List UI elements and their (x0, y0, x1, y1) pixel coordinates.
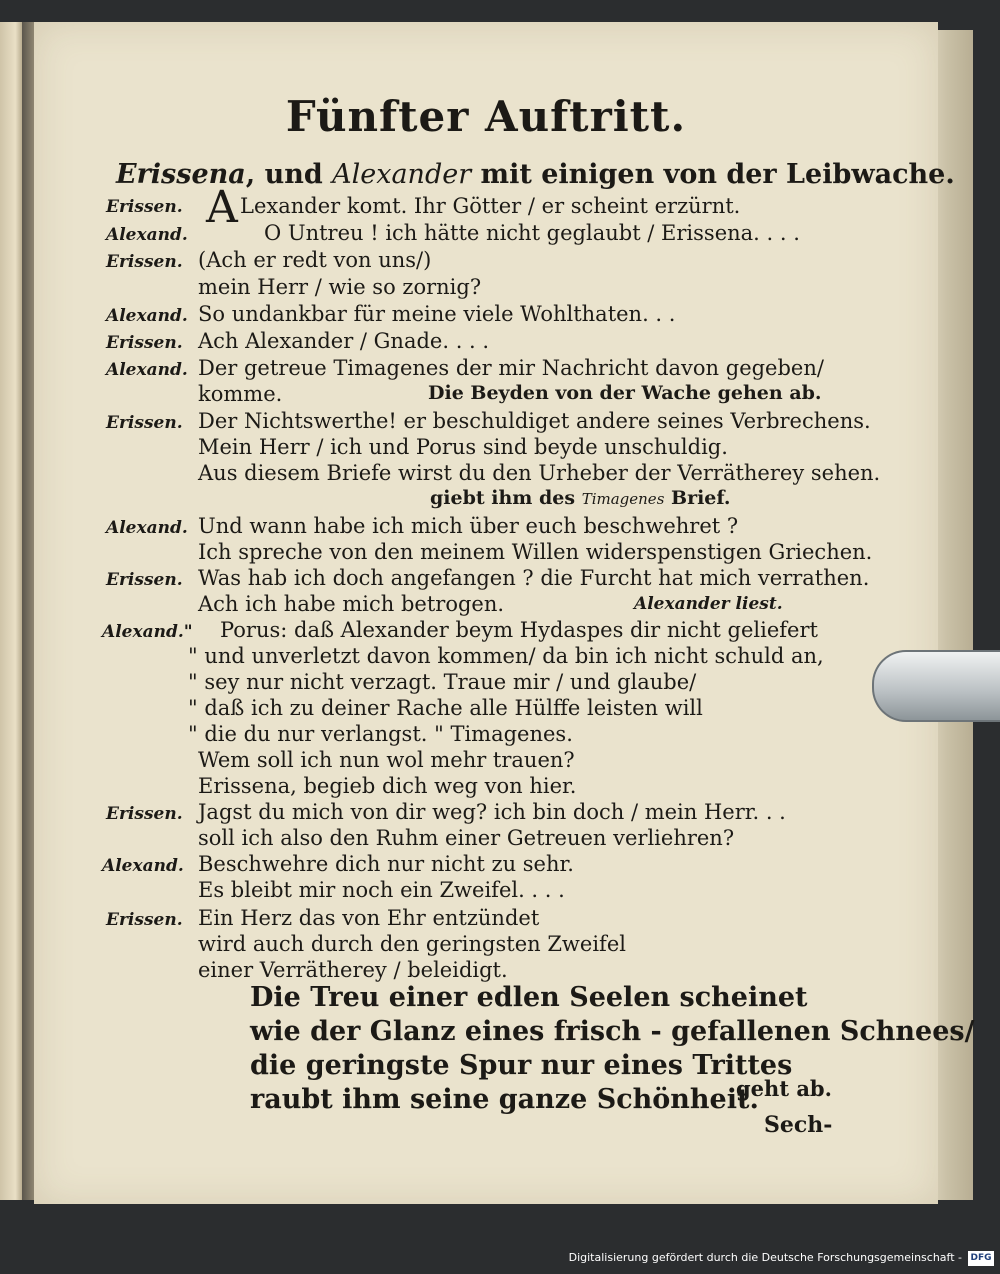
aria-line: wie der Glanz eines frisch - gefallenen Schnees/ (250, 1016, 975, 1047)
text-line: " daß ich zu deiner Rache alle Hülffe leisten will (188, 696, 703, 720)
cast-list (116, 159, 955, 190)
text-line: (Ach er redt von uns/) (198, 248, 432, 272)
text-line: " sey nur nicht verzagt. Traue mir / und glaube/ (188, 670, 697, 694)
book-gutter (22, 22, 34, 1200)
text-line: komme. (198, 382, 283, 406)
aria-line: Die Treu einer edlen Seelen scheinet (250, 982, 808, 1013)
speaker-label: Alexand. (106, 306, 188, 326)
facing-page-edge (0, 22, 22, 1200)
text-line: Lexander komt. Ihr Götter / er scheint erzürnt. (240, 194, 741, 218)
cast-name-alexander: Alexander (332, 159, 472, 190)
stage-direction: Alexander liest. (634, 594, 783, 614)
direction-name: Timagenes (581, 490, 665, 508)
speaker-label: Erissen. (106, 252, 183, 272)
text-line: Der getreue Timagenes der mir Nachricht davon gegeben/ (198, 356, 824, 380)
speaker-label: Alexand. (106, 518, 188, 538)
text-line: Und wann habe ich mich über euch beschwehret ? (198, 514, 739, 538)
text-line: Ach ich habe mich betrogen. (198, 592, 505, 616)
text-line: soll ich also den Ruhm einer Getreuen verliehren? (198, 826, 735, 850)
speaker-label: Erissen. (106, 570, 183, 590)
direction-part: giebt ihm des (430, 487, 582, 509)
text-line: O Untreu ! ich hätte nicht geglaubt / Erissena. . . . (264, 221, 800, 245)
cast-name-erissena: Erissena (116, 159, 246, 190)
text-line: Ach Alexander / Gnade. . . . (198, 329, 490, 353)
speaker-label: Erissen. (106, 197, 183, 217)
speaker-label: Erissen. (106, 333, 183, 353)
text-line: mein Herr / wie so zornig? (198, 275, 482, 299)
book-page (34, 22, 975, 1206)
speaker-label: Alexand. (102, 856, 184, 876)
text-line: So undankbar für meine viele Wohlthaten. . . (198, 302, 676, 326)
text-line: Der Nichtswerthe! er beschuldiget andere seines Verbrechens. (198, 409, 871, 433)
text-line: Aus diesem Briefe wirst du den Urheber der Verrätherey sehen. (198, 461, 881, 485)
text-line: Jagst du mich von dir weg? ich bin doch / mein Herr. . . (198, 800, 786, 824)
cast-conjunction: , und (245, 159, 333, 190)
text-line: " die du nur verlangst. " Timagenes. (188, 722, 573, 746)
dfg-logo: DFG (968, 1251, 994, 1266)
text-line: Mein Herr / ich und Porus sind beyde unschuldig. (198, 435, 728, 459)
page-clip (872, 650, 1000, 722)
page-content (34, 22, 975, 1206)
speaker-label: Alexand." (102, 622, 193, 642)
direction-part: Brief. (664, 487, 731, 509)
text-line: " und unverletzt davon kommen/ da bin ich nicht schuld an, (188, 644, 824, 668)
text-line: Porus: daß Alexander beym Hydaspes dir nicht geliefert (220, 618, 818, 642)
text-line: Wem soll ich nun wol mehr trauen? (198, 748, 575, 772)
drop-capital: A (206, 182, 238, 233)
cast-rest: mit einigen von der Leibwache. (471, 159, 955, 190)
text-line: einer Verrätherey / beleidigt. (198, 958, 508, 982)
text-line: wird auch durch den geringsten Zweifel (198, 932, 626, 956)
stage-direction (430, 487, 731, 509)
speaker-label: Erissen. (106, 910, 183, 930)
text-line: Erissena, begieb dich weg von hier. (198, 774, 577, 798)
aria-line: raubt ihm seine ganze Schönheit. (250, 1084, 759, 1115)
aria-line: die geringste Spur nur eines Trittes (250, 1050, 793, 1081)
text-line: Ein Herz das von Ehr entzündet (198, 906, 540, 930)
text-line: Beschwehre dich nur nicht zu sehr. (198, 852, 574, 876)
speaker-label: Erissen. (106, 804, 183, 824)
catchword: Sech- (764, 1112, 833, 1138)
text-line: Ich spreche von den meinem Willen widerspenstigen Griechen. (198, 540, 873, 564)
funding-credit: Digitalisierung gefördert durch die Deutsche Forschungsgemeinschaft - (568, 1251, 962, 1264)
stage-direction: geht ab. (736, 1076, 832, 1101)
text-line: Was hab ich doch angefangen ? die Furcht hat mich verrathen. (198, 566, 870, 590)
speaker-label: Alexand. (106, 360, 188, 380)
speaker-label: Erissen. (106, 413, 183, 433)
footer-bar (0, 1204, 1000, 1274)
speaker-label: Alexand. (106, 225, 188, 245)
text-line: Es bleibt mir noch ein Zweifel. . . . (198, 878, 565, 902)
stage-direction: Die Beyden von der Wache gehen ab. (428, 382, 822, 404)
scene-title: Fünfter Auftritt. (285, 92, 687, 141)
